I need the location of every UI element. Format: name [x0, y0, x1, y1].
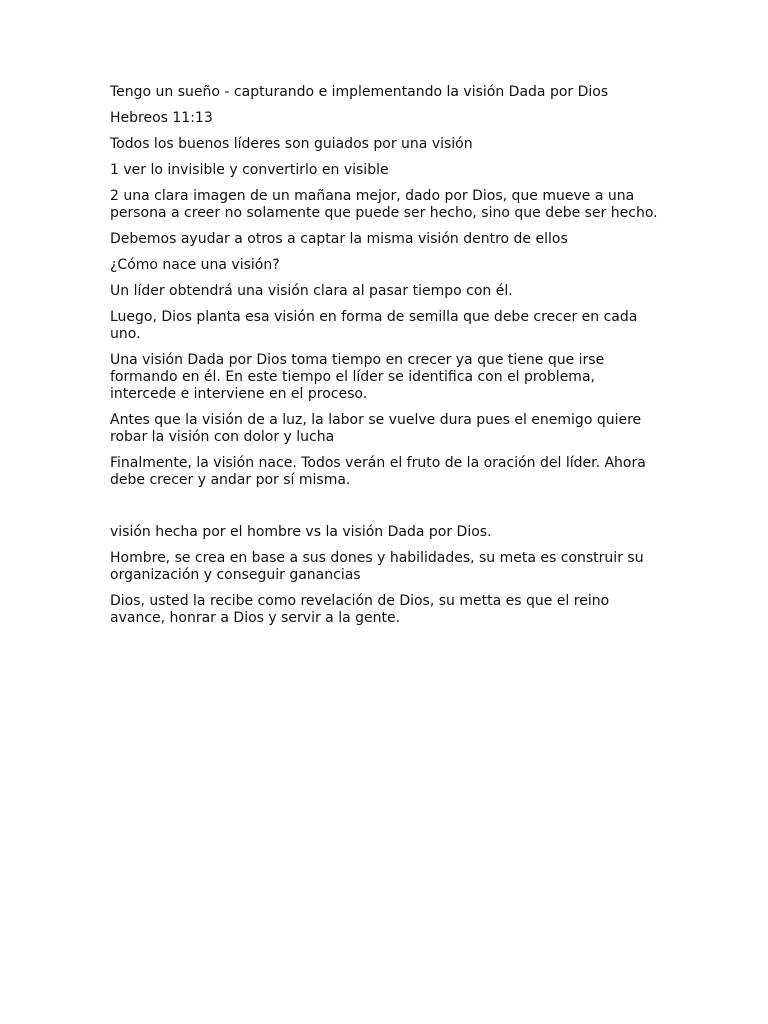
paragraph: 2 una clara imagen de un mañana mejor, dado por Dios, que mueve a una persona a creer no solamente que puede ser hecho, sino que debe ser hecho.: [110, 188, 658, 221]
blank-line: [110, 498, 658, 524]
paragraph: 1 ver lo invisible y convertirlo en visible: [110, 162, 389, 178]
scripture-reference: Hebreos 11:13: [110, 110, 213, 126]
paragraph: Dios, usted la recibe como revelación de Dios, su metta es que el reino avance, honrar a Dios y servir a la gente.: [110, 593, 610, 626]
paragraph: Una visión Dada por Dios toma tiempo en crecer ya que tiene que irse formando en él. En este tiempo el líder se identifica con el problema, intercede e interviene en el proceso.: [110, 352, 605, 402]
paragraph: Un líder obtendrá una visión clara al pasar tiempo con él.: [110, 283, 513, 299]
paragraph: Hombre, se crea en base a sus dones y habilidades, su meta es construir su organización y conseguir ganancias: [110, 550, 644, 583]
document-title: Tengo un sueño - capturando e implementando la visión Dada por Dios: [110, 84, 609, 100]
section-question: ¿Cómo nace una visión?: [110, 257, 280, 273]
paragraph: Debemos ayudar a otros a captar la misma visión dentro de ellos: [110, 231, 568, 247]
paragraph: Luego, Dios planta esa visión en forma de semilla que debe crecer en cada uno.: [110, 309, 638, 342]
paragraph: Finalmente, la visión nace. Todos verán el fruto de la oración del líder. Ahora debe crecer y andar por sí misma.: [110, 455, 646, 488]
paragraph: Todos los buenos líderes son guiados por una visión: [110, 136, 473, 152]
document-body: [110, 84, 658, 636]
section-heading: visión hecha por el hombre vs la visión Dada por Dios.: [110, 524, 492, 540]
paragraph: Antes que la visión de a luz, la labor se vuelve dura pues el enemigo quiere robar la visión con dolor y lucha: [110, 412, 642, 445]
